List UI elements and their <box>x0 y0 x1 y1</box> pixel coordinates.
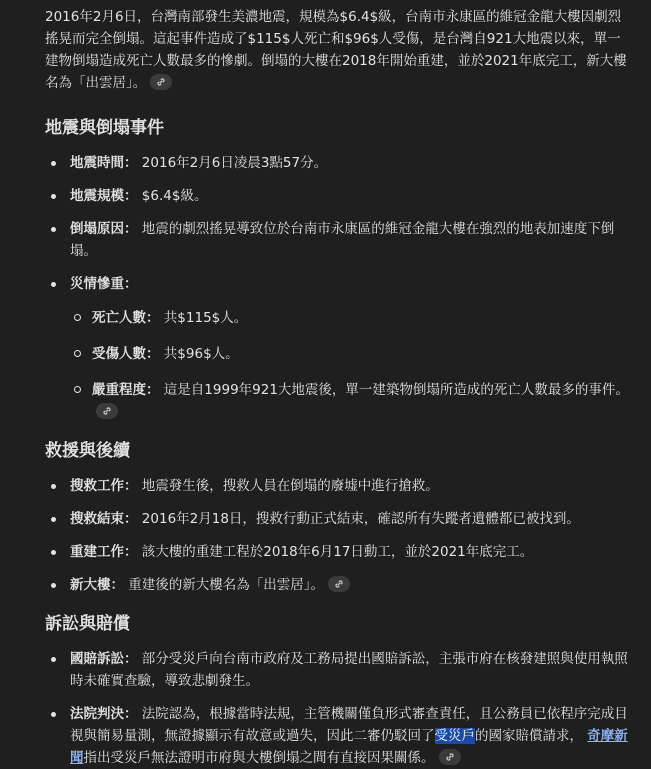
list-item <box>45 648 631 692</box>
subitem-label: 嚴重程度： <box>92 382 160 398</box>
item-text: 2016年2月18日，搜救行動正式結束，確認所有失蹤者遺體都已被找到。 <box>141 511 580 527</box>
item-text: 地震發生後，搜救人員在倒塌的廢墟中進行搶救。 <box>141 478 439 494</box>
list-item <box>45 185 631 207</box>
subitem-label: 受傷人數： <box>92 346 160 362</box>
sub-list-item <box>70 307 631 329</box>
item-label: 重建工作： <box>70 544 138 560</box>
source-link-chip[interactable] <box>150 74 172 90</box>
item-text: 該大樓的重建工程於2018年6月17日動工，並於2021年底完工。 <box>141 544 534 560</box>
casualty-sublist <box>70 307 631 423</box>
source-link-chip[interactable] <box>328 576 350 592</box>
source-link-chip[interactable] <box>439 749 461 765</box>
highlighted-text: 受災戶 <box>434 728 475 744</box>
list-item <box>45 273 631 423</box>
list-item <box>45 541 631 563</box>
list-item <box>45 152 631 174</box>
item-text: 2016年2月6日凌晨3點57分。 <box>141 155 328 171</box>
subitem-text: 這是自1999年921大地震後，單一建築物倒塌所造成的死亡人數最多的事件。 <box>163 382 629 398</box>
subitem-label: 死亡人數： <box>92 310 160 326</box>
item-text: 重建後的新大樓名為「出雲居」。 <box>128 577 325 593</box>
sub-list-item <box>70 379 631 423</box>
item-label: 法院判決： <box>70 706 138 722</box>
list-item <box>45 475 631 497</box>
subitem-text: 共$115$人。 <box>163 310 248 326</box>
section-heading-rescue: 救援與後續 <box>45 441 130 461</box>
item-label: 災情慘重： <box>70 276 138 292</box>
list-item <box>45 508 631 530</box>
link-icon <box>101 405 113 417</box>
link-icon <box>155 76 167 88</box>
link-icon <box>444 751 456 763</box>
list-item <box>45 703 631 769</box>
item-text: 地震的劇烈搖晃導致位於台南市永康區的維冠金龍大樓在強烈的地表加速度下倒塌。 <box>70 221 615 259</box>
item-label: 地震規模： <box>70 188 138 204</box>
item-label: 搜救結束： <box>70 511 138 527</box>
item-label: 新大樓： <box>70 577 124 593</box>
item-text-before: 法院認為，根據當時法規，主管機關僅負形式審查責任，且公務員已依程序完成目視與簡易量測，無證據顯示有故意或過失，因此二審仍駁回了 <box>70 706 628 744</box>
item-label: 搜救工作： <box>70 478 138 494</box>
item-text-after: 指出受災戶無法證明市府與大樓倒塌之間有直接因果關係。 <box>83 750 435 766</box>
source-link-chip[interactable] <box>96 403 118 419</box>
sub-list-item <box>70 343 631 365</box>
news-source-link[interactable]: 奇摩新聞 <box>70 728 628 766</box>
rescue-list <box>45 475 631 596</box>
item-label: 地震時間： <box>70 155 138 171</box>
section-heading-earthquake: 地震與倒塌事件 <box>45 118 164 138</box>
litigation-list <box>45 648 631 769</box>
intro-text: 2016年2月6日，台灣南部發生美濃地震，規模為$6.4$級，台南市永康區的維冠金龍大樓因劇烈搖晃而完全倒塌。這起事件造成了$115$人死亡和$96$人受傷，是台灣自921大地震以來，單一建物倒塌造成死亡人數最多的慘劇。倒塌的大樓在2018年開始重建，並於2021年底完工，新大樓名為「出雲居」。 <box>45 9 627 91</box>
list-item <box>45 218 631 262</box>
item-text-middle: 的國家賠償請求， <box>475 728 583 744</box>
list-item <box>45 574 631 596</box>
subitem-text: 共$96$人。 <box>163 346 239 362</box>
item-label: 倒塌原因： <box>70 221 138 237</box>
item-text: $6.4$級。 <box>141 188 208 204</box>
section-heading-litigation: 訴訟與賠償 <box>45 614 130 634</box>
earthquake-list <box>45 152 631 423</box>
link-icon <box>333 578 345 590</box>
item-text: 部分受災戶向台南市政府及工務局提出國賠訴訟，主張市府在核發建照與使用執照時未確實查驗，導致悲劇發生。 <box>70 651 628 689</box>
intro-paragraph <box>45 6 631 94</box>
item-label: 國賠訴訟： <box>70 651 138 667</box>
